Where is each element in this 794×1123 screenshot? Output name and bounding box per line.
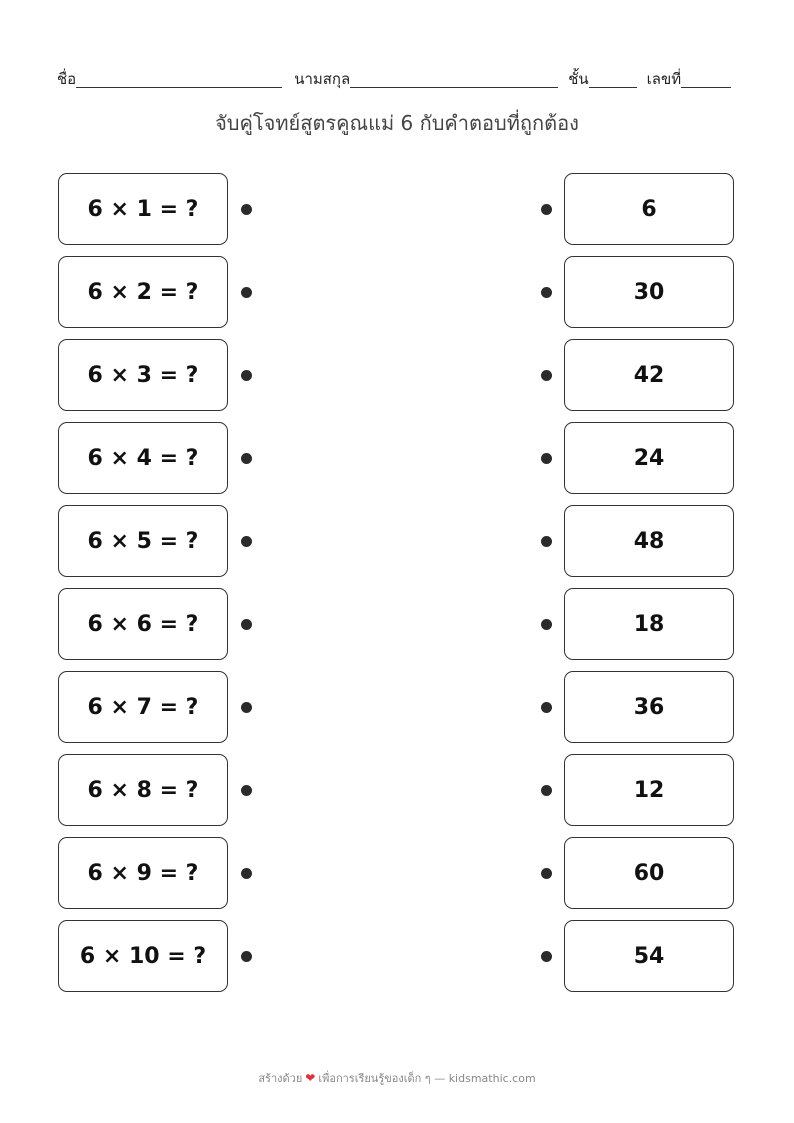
question-card[interactable]: 6 × 6 = ? <box>58 588 228 660</box>
class-field[interactable] <box>589 69 637 88</box>
answer-card[interactable]: 24 <box>564 422 734 494</box>
student-info-header <box>57 64 748 88</box>
question-card[interactable]: 6 × 1 = ? <box>58 173 228 245</box>
number-field[interactable] <box>681 69 731 88</box>
question-card[interactable]: 6 × 7 = ? <box>58 671 228 743</box>
question-connector-dot[interactable] <box>241 370 252 381</box>
answer-card[interactable]: 30 <box>564 256 734 328</box>
answer-card[interactable]: 60 <box>564 837 734 909</box>
question-connector-dot[interactable] <box>241 204 252 215</box>
answer-card[interactable]: 6 <box>564 173 734 245</box>
surname-field[interactable] <box>350 69 558 88</box>
answer-card[interactable]: 36 <box>564 671 734 743</box>
answer-connector-dot[interactable] <box>541 287 552 298</box>
question-connector-dot[interactable] <box>241 536 252 547</box>
answer-connector-dot[interactable] <box>541 951 552 962</box>
footer-made-with: สร้างด้วย <box>258 1072 303 1085</box>
question-card[interactable]: 6 × 10 = ? <box>58 920 228 992</box>
answer-card[interactable]: 18 <box>564 588 734 660</box>
answer-connector-dot[interactable] <box>541 868 552 879</box>
answer-connector-dot[interactable] <box>541 785 552 796</box>
answer-connector-dot[interactable] <box>541 619 552 630</box>
answer-card[interactable]: 54 <box>564 920 734 992</box>
question-card[interactable]: 6 × 9 = ? <box>58 837 228 909</box>
answer-connector-dot[interactable] <box>541 702 552 713</box>
name-field[interactable] <box>76 69 282 88</box>
question-connector-dot[interactable] <box>241 951 252 962</box>
worksheet-title: จับคู่โจทย์สูตรคูณแม่ 6 กับคำตอบที่ถูกต้อง <box>215 111 579 135</box>
number-label: เลขที่ <box>646 70 682 88</box>
question-connector-dot[interactable] <box>241 619 252 630</box>
answer-connector-dot[interactable] <box>541 204 552 215</box>
answer-connector-dot[interactable] <box>541 536 552 547</box>
question-connector-dot[interactable] <box>241 868 252 879</box>
answer-connector-dot[interactable] <box>541 370 552 381</box>
question-card[interactable]: 6 × 2 = ? <box>58 256 228 328</box>
answer-card[interactable]: 42 <box>564 339 734 411</box>
question-connector-dot[interactable] <box>241 702 252 713</box>
footer-credit <box>0 1069 794 1088</box>
name-label: ชื่อ <box>57 70 77 88</box>
question-card[interactable]: 6 × 5 = ? <box>58 505 228 577</box>
answer-connector-dot[interactable] <box>541 453 552 464</box>
question-connector-dot[interactable] <box>241 287 252 298</box>
question-card[interactable]: 6 × 3 = ? <box>58 339 228 411</box>
answer-card[interactable]: 12 <box>564 754 734 826</box>
class-label: ชั้น <box>568 70 589 88</box>
question-connector-dot[interactable] <box>241 453 252 464</box>
answer-card[interactable]: 48 <box>564 505 734 577</box>
footer-text: เพื่อการเรียนรู้ของเด็ก ๆ — kidsmathic.com <box>318 1072 536 1085</box>
heart-icon: ❤ <box>305 1071 316 1085</box>
question-connector-dot[interactable] <box>241 785 252 796</box>
surname-label: นามสกุล <box>294 70 351 88</box>
question-card[interactable]: 6 × 4 = ? <box>58 422 228 494</box>
question-card[interactable]: 6 × 8 = ? <box>58 754 228 826</box>
